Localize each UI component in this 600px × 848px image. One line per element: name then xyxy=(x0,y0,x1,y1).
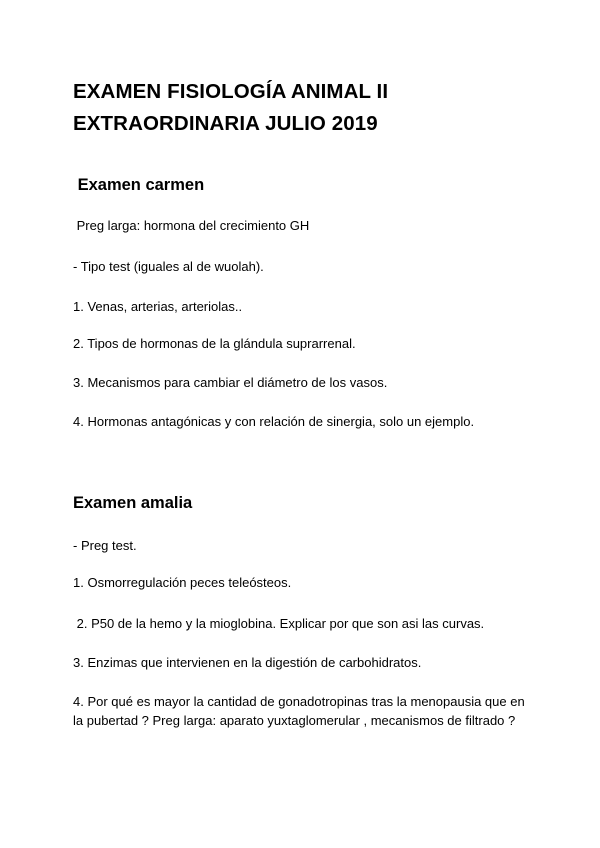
title-line-1: EXAMEN FISIOLOGÍA ANIMAL II xyxy=(73,80,389,103)
paragraph: 2. P50 de la hemo y la mioglobina. Explicar por que son asi las curvas. xyxy=(73,616,485,631)
page-title xyxy=(73,76,573,140)
title-line-2: EXTRAORDINARIA JULIO 2019 xyxy=(73,112,378,135)
paragraph: 2. Tipos de hormonas de la glándula suprarrenal. xyxy=(73,336,356,351)
paragraph: Preg larga: hormona del crecimiento GH xyxy=(73,218,310,233)
paragraph: 1. Osmorregulación peces teleósteos. xyxy=(73,575,292,590)
paragraph: 1. Venas, arterias, arteriolas.. xyxy=(73,299,243,314)
paragraph: - Tipo test (iguales al de wuolah). xyxy=(73,259,264,274)
paragraph: 3. Enzimas que intervienen en la digestión de carbohidratos. xyxy=(73,655,422,670)
paragraph: 3. Mecanismos para cambiar el diámetro de los vasos. xyxy=(73,375,388,390)
paragraph: - Preg test. xyxy=(73,538,137,553)
paragraph: 4. Por qué es mayor la cantidad de gonadotropinas tras la menopausia que en la pubertad ? Preg larga: aparato yuxtaglomerular , mecanismos de filtrado ? xyxy=(73,694,525,728)
section-heading-amalia: Examen amalia xyxy=(73,494,193,512)
paragraph: 4. Hormonas antagónicas y con relación de sinergia, solo un ejemplo. xyxy=(73,414,475,429)
section-heading-carmen: Examen carmen xyxy=(73,176,205,194)
